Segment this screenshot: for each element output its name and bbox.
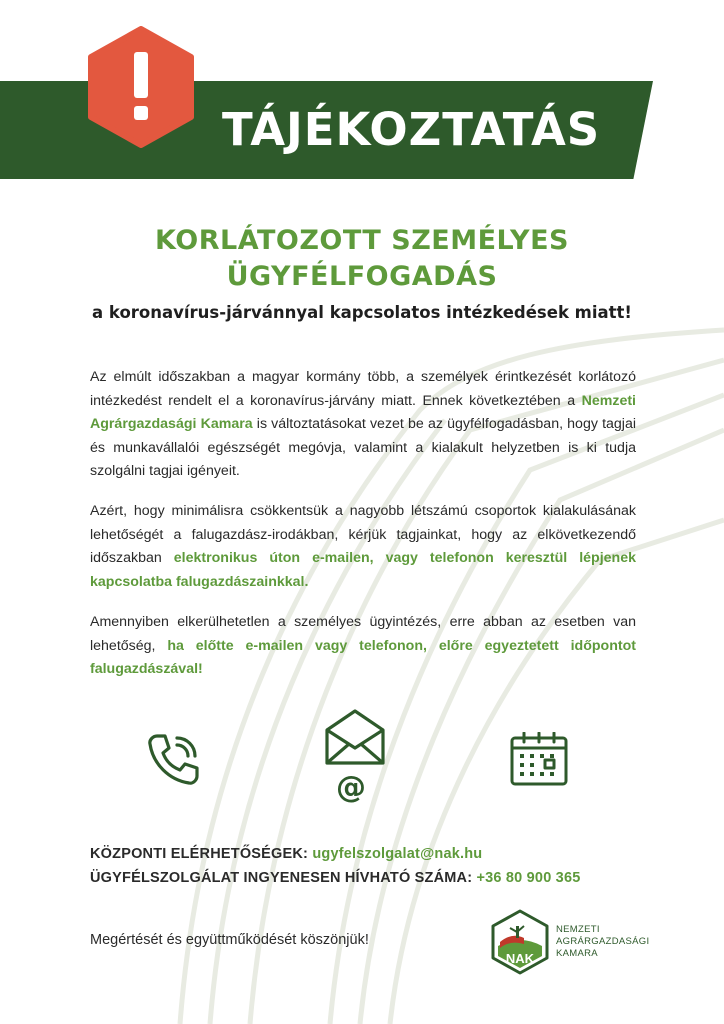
page-title: TÁJÉKOZTATÁS: [222, 103, 601, 156]
calendar-icon: [509, 732, 569, 786]
nak-logo: [490, 908, 550, 976]
central-contact-line: [90, 846, 482, 862]
paragraph-2: [90, 500, 636, 594]
paragraph-2-text-a: Azért, hogy minimálisra csökkentsük a nagyobb létszámú csoportok kialakulásának lehetőségét a falugazdász-irodákban, kérjük tagjainkat, hogy az elkövetkezendő időszakban: [90, 503, 636, 566]
paragraph-1-text-c: is változtatásokat vezet be az ügyfélfogadásban, hogy tagjai és munkavállalói egészségét megóvja, valamint a kialakult helyzetben is ki tudja szolgálni tagjai igényeit.: [90, 416, 636, 479]
paragraph-1: [90, 366, 636, 484]
central-email-link[interactable]: ugyfelszolgalat@nak.hu: [312, 846, 483, 862]
logo-text: [556, 924, 649, 960]
paragraph-1-text-a: Az elmúlt időszakban a magyar kormány több, a személyek érintkezését korlátozó intézkedést rendelt el a koronavírus-járvány miatt. Ennek következtében a: [90, 369, 636, 409]
at-symbol: @: [336, 770, 366, 805]
phone-contact-line: [90, 870, 580, 886]
logo-text-line-2: AGRÁRGAZDASÁGI: [556, 936, 650, 947]
alert-icon: [88, 26, 194, 148]
logo-abbreviation: NAK: [505, 951, 535, 966]
envelope-icon: [323, 708, 387, 766]
paragraph-2-highlight: elektronikus úton e-mailen, vagy telefonon keresztül lépjenek kapcsolatba falugazdászainkkal.: [90, 550, 637, 590]
headline-line-2: ÜGYFÉLFOGADÁS: [226, 261, 498, 292]
headline-line-1: KORLÁTOZOTT SZEMÉLYES: [155, 225, 569, 256]
logo-text-line-3: KAMARA: [556, 948, 598, 959]
paragraph-3: [90, 611, 636, 682]
paragraph-1-highlight: Nemzeti Agrárgazdasági Kamara: [90, 392, 636, 432]
paragraph-3-text-a: Amennyiben elkerülhetetlen a személyes ügyintézés, erre abban az esetben van lehetőség,: [90, 614, 636, 654]
phone-contact-label: ÜGYFÉLSZOLGÁLAT INGYENESEN HÍVHATÓ SZÁMA:: [90, 870, 473, 886]
paragraph-3-highlight: ha előtte e-mailen vagy telefonon, előre egyeztetett időpontot falugazdászával!: [90, 637, 636, 677]
phone-icon: [143, 728, 205, 790]
central-contact-label: KÖZPONTI ELÉRHETŐSÉGEK:: [90, 846, 309, 862]
subtitle: a koronavírus-járvánnyal kapcsolatos intézkedések miatt!: [92, 303, 632, 322]
thanks-text: Megértését és együttműködését köszönjük!: [90, 932, 369, 948]
phone-number-link[interactable]: +36 80 900 365: [476, 870, 581, 886]
logo-text-line-1: NEMZETI: [556, 924, 600, 935]
